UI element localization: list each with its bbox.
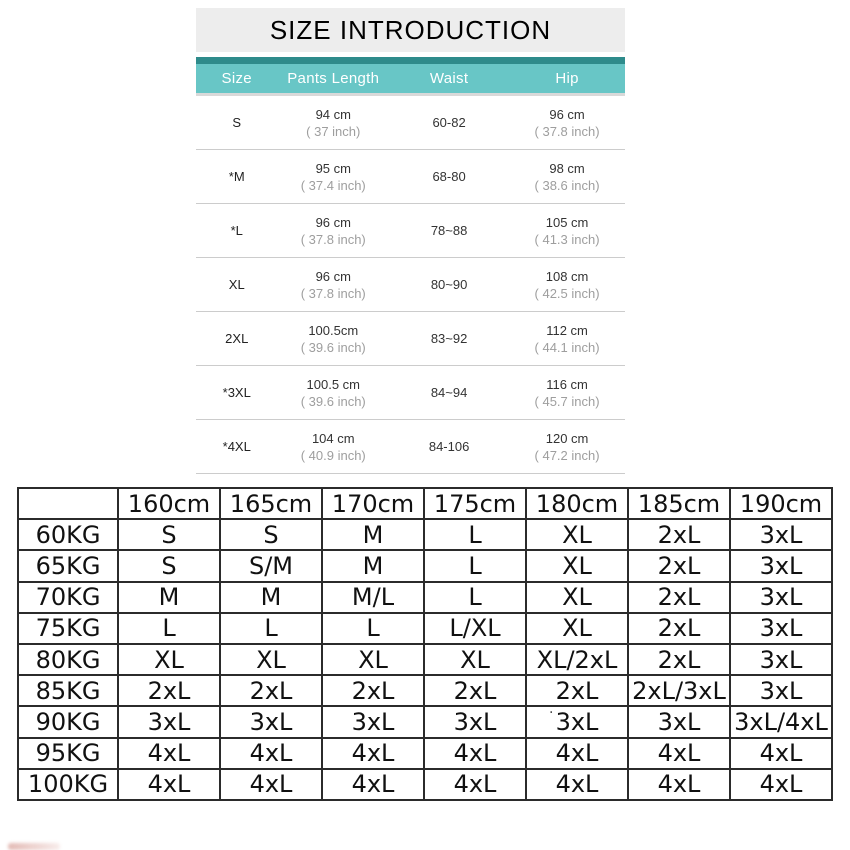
waist-cell bbox=[389, 384, 509, 401]
matrix-row bbox=[18, 706, 832, 737]
size-cell: 3xL bbox=[730, 644, 832, 675]
intro-row bbox=[196, 150, 625, 204]
size-cell: S bbox=[220, 519, 322, 550]
size-cell: 3xL bbox=[322, 706, 424, 737]
intro-row bbox=[196, 420, 625, 474]
hip-cm: 120 cm bbox=[545, 430, 589, 446]
size-cell: M bbox=[322, 550, 424, 581]
size-cell: 3xL bbox=[628, 706, 730, 737]
size-cell: 3xL bbox=[730, 519, 832, 550]
weight-header: 75KG bbox=[18, 613, 118, 644]
size-cell bbox=[196, 114, 278, 131]
stray-dot-mark: · bbox=[549, 706, 554, 722]
size-cell bbox=[196, 384, 278, 401]
size-cell: L/XL bbox=[424, 613, 526, 644]
pants-length-cm: 100.5cm bbox=[308, 322, 359, 338]
size-cell bbox=[196, 330, 278, 347]
size-cell: S/M bbox=[220, 550, 322, 581]
pants-length-inch: ( 39.6 inch) bbox=[300, 339, 366, 355]
size-cell: 2xL bbox=[322, 675, 424, 706]
size-cell: 4xL bbox=[220, 738, 322, 769]
size-value: *3XL bbox=[222, 385, 251, 400]
waist-cell bbox=[389, 330, 509, 347]
height-header: 170cm bbox=[322, 488, 424, 519]
size-cell: M bbox=[322, 519, 424, 550]
column-header-hip: Hip bbox=[555, 70, 579, 87]
size-cell: XL bbox=[220, 644, 322, 675]
waist-cell bbox=[389, 276, 509, 293]
intro-row bbox=[196, 204, 625, 258]
weight-header: 95KG bbox=[18, 738, 118, 769]
waist-range: 84-106 bbox=[428, 439, 470, 454]
pants-length-cm: 94 cm bbox=[315, 106, 351, 122]
weight-header: 90KG bbox=[18, 706, 118, 737]
size-cell: 4xL bbox=[424, 738, 526, 769]
pants-length-inch: ( 37.8 inch) bbox=[300, 231, 366, 247]
size-cell: XL bbox=[526, 582, 628, 613]
weight-header: 65KG bbox=[18, 550, 118, 581]
size-value: S bbox=[232, 115, 242, 130]
size-cell: M/L bbox=[322, 582, 424, 613]
height-header: 185cm bbox=[628, 488, 730, 519]
size-cell: 2xL bbox=[628, 644, 730, 675]
pants-length-inch: ( 40.9 inch) bbox=[300, 447, 366, 463]
size-cell: L bbox=[424, 582, 526, 613]
size-cell: 2xL bbox=[424, 675, 526, 706]
hip-inch: ( 37.8 inch) bbox=[534, 123, 600, 139]
size-cell: S bbox=[118, 550, 220, 581]
height-header: 160cm bbox=[118, 488, 220, 519]
size-cell: 3xL bbox=[730, 675, 832, 706]
pants-length-cell bbox=[278, 214, 390, 248]
size-cell: 2xL bbox=[628, 582, 730, 613]
size-cell: M bbox=[118, 582, 220, 613]
size-cell: XL bbox=[322, 644, 424, 675]
size-cell: 4xL bbox=[220, 769, 322, 800]
page-title: SIZE INTRODUCTION bbox=[196, 8, 625, 52]
weight-header: 80KG bbox=[18, 644, 118, 675]
size-cell: 3xL bbox=[424, 706, 526, 737]
pants-length-cm: 104 cm bbox=[311, 430, 355, 446]
hip-cell bbox=[509, 376, 625, 410]
matrix-row bbox=[18, 613, 832, 644]
size-cell: 3xL bbox=[730, 582, 832, 613]
height-header: 180cm bbox=[526, 488, 628, 519]
size-cell: 4xL bbox=[628, 769, 730, 800]
matrix-row bbox=[18, 550, 832, 581]
size-value: XL bbox=[228, 277, 245, 292]
size-cell: XL bbox=[526, 519, 628, 550]
size-cell: 2xL bbox=[526, 675, 628, 706]
weight-header: 70KG bbox=[18, 582, 118, 613]
size-cell: 4xL bbox=[730, 769, 832, 800]
size-cell: 3xL · bbox=[526, 706, 628, 737]
pants-length-cell bbox=[278, 430, 390, 464]
size-cell: 3xL bbox=[730, 550, 832, 581]
size-cell: L bbox=[424, 550, 526, 581]
pants-length-cm: 100.5 cm bbox=[306, 376, 360, 392]
waist-range: 78~88 bbox=[430, 223, 468, 238]
intro-header-row bbox=[196, 57, 625, 96]
weight-header: 100KG bbox=[18, 769, 118, 800]
waist-range: 68-80 bbox=[432, 169, 466, 184]
size-cell: XL bbox=[424, 644, 526, 675]
size-value: *L bbox=[230, 223, 243, 238]
size-cell bbox=[196, 438, 278, 455]
waist-cell bbox=[389, 168, 509, 185]
hip-cell bbox=[509, 106, 625, 140]
corner-cell bbox=[18, 488, 118, 519]
size-cell: XL bbox=[526, 613, 628, 644]
pants-length-cell bbox=[278, 376, 390, 410]
size-value: *M bbox=[228, 169, 245, 184]
size-cell: 4xL bbox=[526, 738, 628, 769]
size-cell bbox=[196, 276, 278, 293]
matrix-row bbox=[18, 675, 832, 706]
height-header: 175cm bbox=[424, 488, 526, 519]
size-cell: L bbox=[322, 613, 424, 644]
size-cell: 2xL bbox=[628, 519, 730, 550]
hip-cell bbox=[509, 430, 625, 464]
pants-length-inch: ( 37.8 inch) bbox=[300, 285, 366, 301]
hip-inch: ( 42.5 inch) bbox=[534, 285, 600, 301]
size-cell: 4xL bbox=[118, 738, 220, 769]
size-cell: XL bbox=[526, 550, 628, 581]
weight-header: 85KG bbox=[18, 675, 118, 706]
size-cell: 4xL bbox=[322, 769, 424, 800]
intro-row bbox=[196, 312, 625, 366]
size-cell: XL/2xL bbox=[526, 644, 628, 675]
size-cell: 4xL bbox=[424, 769, 526, 800]
size-cell: 3xL bbox=[730, 613, 832, 644]
height-header: 190cm bbox=[730, 488, 832, 519]
watermark-fragment bbox=[8, 843, 60, 850]
size-cell: 3xL bbox=[118, 706, 220, 737]
hip-inch: ( 45.7 inch) bbox=[534, 393, 600, 409]
hip-inch: ( 38.6 inch) bbox=[534, 177, 600, 193]
pants-length-inch: ( 39.6 inch) bbox=[300, 393, 366, 409]
hip-cm: 108 cm bbox=[545, 268, 589, 284]
column-header-waist: Waist bbox=[429, 70, 469, 87]
size-value: *4XL bbox=[222, 439, 251, 454]
height-weight-size-matrix bbox=[17, 487, 833, 801]
column-header-pants-length: Pants Length bbox=[287, 70, 380, 87]
intro-rows bbox=[196, 96, 625, 474]
pants-length-inch: ( 37 inch) bbox=[306, 123, 361, 139]
size-cell: 3xL/4xL bbox=[730, 706, 832, 737]
size-cell: XL bbox=[118, 644, 220, 675]
size-matrix-table bbox=[17, 487, 833, 801]
hip-cell bbox=[509, 322, 625, 356]
waist-range: 84~94 bbox=[430, 385, 468, 400]
waist-cell bbox=[389, 222, 509, 239]
size-cell: 4xL bbox=[730, 738, 832, 769]
hip-cm: 98 cm bbox=[549, 160, 585, 176]
hip-cell bbox=[509, 160, 625, 194]
size-cell: 4xL bbox=[322, 738, 424, 769]
pants-length-cell bbox=[278, 322, 390, 356]
waist-range: 80~90 bbox=[430, 277, 468, 292]
size-cell: 4xL bbox=[526, 769, 628, 800]
size-cell: 2xL/3xL bbox=[628, 675, 730, 706]
size-cell: M bbox=[220, 582, 322, 613]
waist-range: 83~92 bbox=[430, 331, 468, 346]
size-cell: L bbox=[220, 613, 322, 644]
size-cell: 2xL bbox=[628, 613, 730, 644]
hip-inch: ( 44.1 inch) bbox=[534, 339, 600, 355]
hip-cm: 112 cm bbox=[546, 322, 588, 338]
size-cell bbox=[196, 222, 278, 239]
weight-header: 60KG bbox=[18, 519, 118, 550]
pants-length-cm: 96 cm bbox=[315, 268, 351, 284]
matrix-row bbox=[18, 644, 832, 675]
pants-length-cm: 95 cm bbox=[315, 160, 351, 176]
size-cell bbox=[196, 168, 278, 185]
hip-inch: ( 41.3 inch) bbox=[534, 231, 600, 247]
pants-length-cm: 96 cm bbox=[315, 214, 351, 230]
hip-cm: 105 cm bbox=[545, 214, 589, 230]
pants-length-cell bbox=[278, 106, 390, 140]
pants-length-cell bbox=[278, 160, 390, 194]
size-introduction-section bbox=[196, 8, 625, 474]
size-cell: 2xL bbox=[220, 675, 322, 706]
intro-row bbox=[196, 258, 625, 312]
size-cell: 4xL bbox=[628, 738, 730, 769]
size-cell: 3xL bbox=[220, 706, 322, 737]
matrix-row bbox=[18, 582, 832, 613]
hip-cell bbox=[509, 268, 625, 302]
hip-inch: ( 47.2 inch) bbox=[534, 447, 600, 463]
size-cell: 2xL bbox=[118, 675, 220, 706]
height-header: 165cm bbox=[220, 488, 322, 519]
size-cell: L bbox=[118, 613, 220, 644]
hip-cell bbox=[509, 214, 625, 248]
waist-range: 60-82 bbox=[432, 115, 466, 130]
hip-cm: 96 cm bbox=[549, 106, 585, 122]
column-header-size: Size bbox=[221, 70, 252, 87]
size-value: 2XL bbox=[225, 331, 249, 346]
matrix-header-row bbox=[18, 488, 832, 519]
pants-length-inch: ( 37.4 inch) bbox=[300, 177, 366, 193]
matrix-row bbox=[18, 769, 832, 800]
intro-row bbox=[196, 96, 625, 150]
matrix-row bbox=[18, 519, 832, 550]
pants-length-cell bbox=[278, 268, 390, 302]
waist-cell bbox=[389, 114, 509, 131]
matrix-row bbox=[18, 738, 832, 769]
waist-cell bbox=[389, 438, 509, 455]
size-cell: 2xL bbox=[628, 550, 730, 581]
size-cell: L bbox=[424, 519, 526, 550]
intro-row bbox=[196, 366, 625, 420]
size-cell: S bbox=[118, 519, 220, 550]
hip-cm: 116 cm bbox=[546, 376, 588, 392]
size-cell: 4xL bbox=[118, 769, 220, 800]
